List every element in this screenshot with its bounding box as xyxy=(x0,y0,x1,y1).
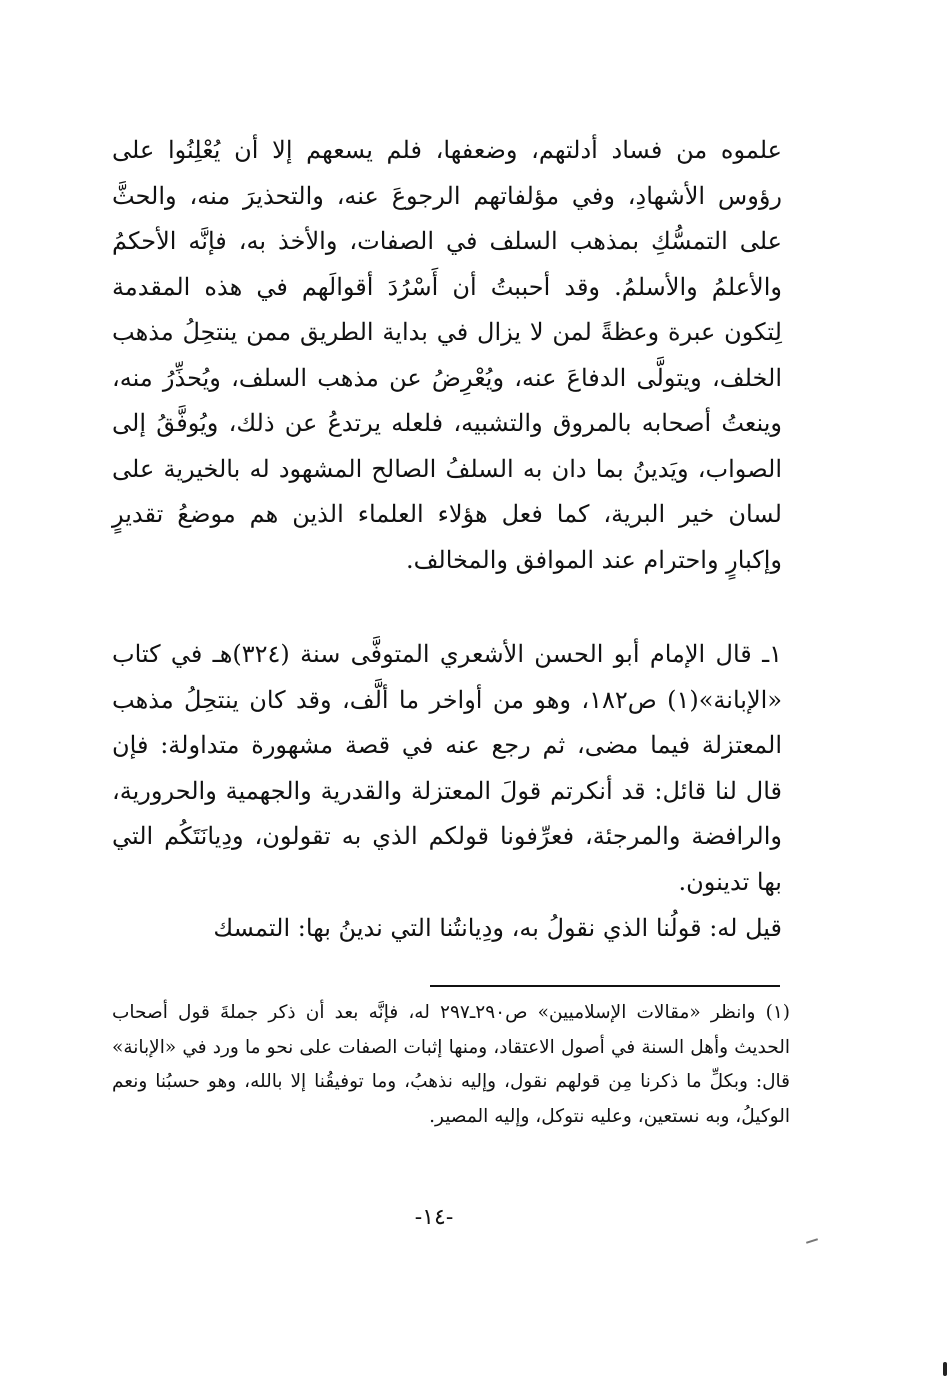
answer-paragraph: قيل له: قولُنا الذي نقولُ به، ودِيانتُنا التي ندينُ بها: التمسك xyxy=(213,914,782,942)
numbered-item-1-paragraph: ١ـ قال الإمام أبو الحسن الأشعري المتوفَّى سنة (٣٢٤)هـ في كتاب «الإبانة»(١) ص١٨٢، وهو من أواخر ما ألَّف، وقد كان ينتحِلُ مذهب المعتزلة فيما مضى، ثم رجع عنه في قصة مشهورة متداولة: فإن قال لنا قائل: قد أنكرتم قولَ المعتزلة والقدرية والجهمية والحرورية، والرافضة والمرجئة، فعرِّفونا قولكم الذي به تقولون، ودِيانَتَكُم التي بها تدينون. xyxy=(112,640,782,896)
scan-mark xyxy=(806,1238,818,1244)
scan-edge-mark xyxy=(943,1362,947,1376)
intro-paragraph: علموه من فساد أدلتهم، وضعفها، فلم يسعهم إلا أن يُعْلِنُوا على رؤوس الأشهادِ، وفي مؤلفاتهم الرجوعَ عنه، والتحذيرَ منه، والحثَّ على التمسُّكِ بمذهب السلف في الصفات، والأخذ به، فإنَّه الأحكمُ والأعلمُ والأسلمُ. وقد أحببتُ أن أَسْرُدَ أقوالَهم في هذه المقدمة لِتكون عبرة وعظةً لمن لا يزال في بداية الطريق ممن ينتحِلُ مذهب الخلف، ويتولَّى الدفاعَ عنه، ويُعْرِضُ عن مذهب السلف، ويُحذِّرُ منه، وينعتُ أصحابه بالمروق والتشبيه، فلعله يرتدعُ عن ذلك، ويُوفَّقُ إلى الصواب، ويَدينُ بما دان به السلفُ الصالح المشهود له بالخيرية على لسان خير البرية، كما فعل هؤلاء العلماء الذين هم موضعُ تقديرٍ وإكبارٍ واحترام عند الموافق والمخالف. xyxy=(112,136,783,574)
footnote-divider xyxy=(430,985,780,987)
footnote-1: (١) وانظر «مقالات الإسلاميين» ص٢٩٠ـ٢٩٧ له، فإنَّه بعد أن ذكر جملةَ قول أصحاب الحديث وأهل السنة في أصول الاعتقاد، ومنها إثبات الصفات على نحو ما ورد في «الإبانة» قال: وبكلِّ ما ذكرنا مِن قولهم نقول، وإليه نذهبُ، وما توفيقُنا إلا بالله، وهو حسبُنا ونعم الوكيلُ، وبه نستعين، وعليه نتوكل، وإليه المصير. xyxy=(112,1002,791,1127)
page-number: -١٤- xyxy=(414,1205,454,1230)
